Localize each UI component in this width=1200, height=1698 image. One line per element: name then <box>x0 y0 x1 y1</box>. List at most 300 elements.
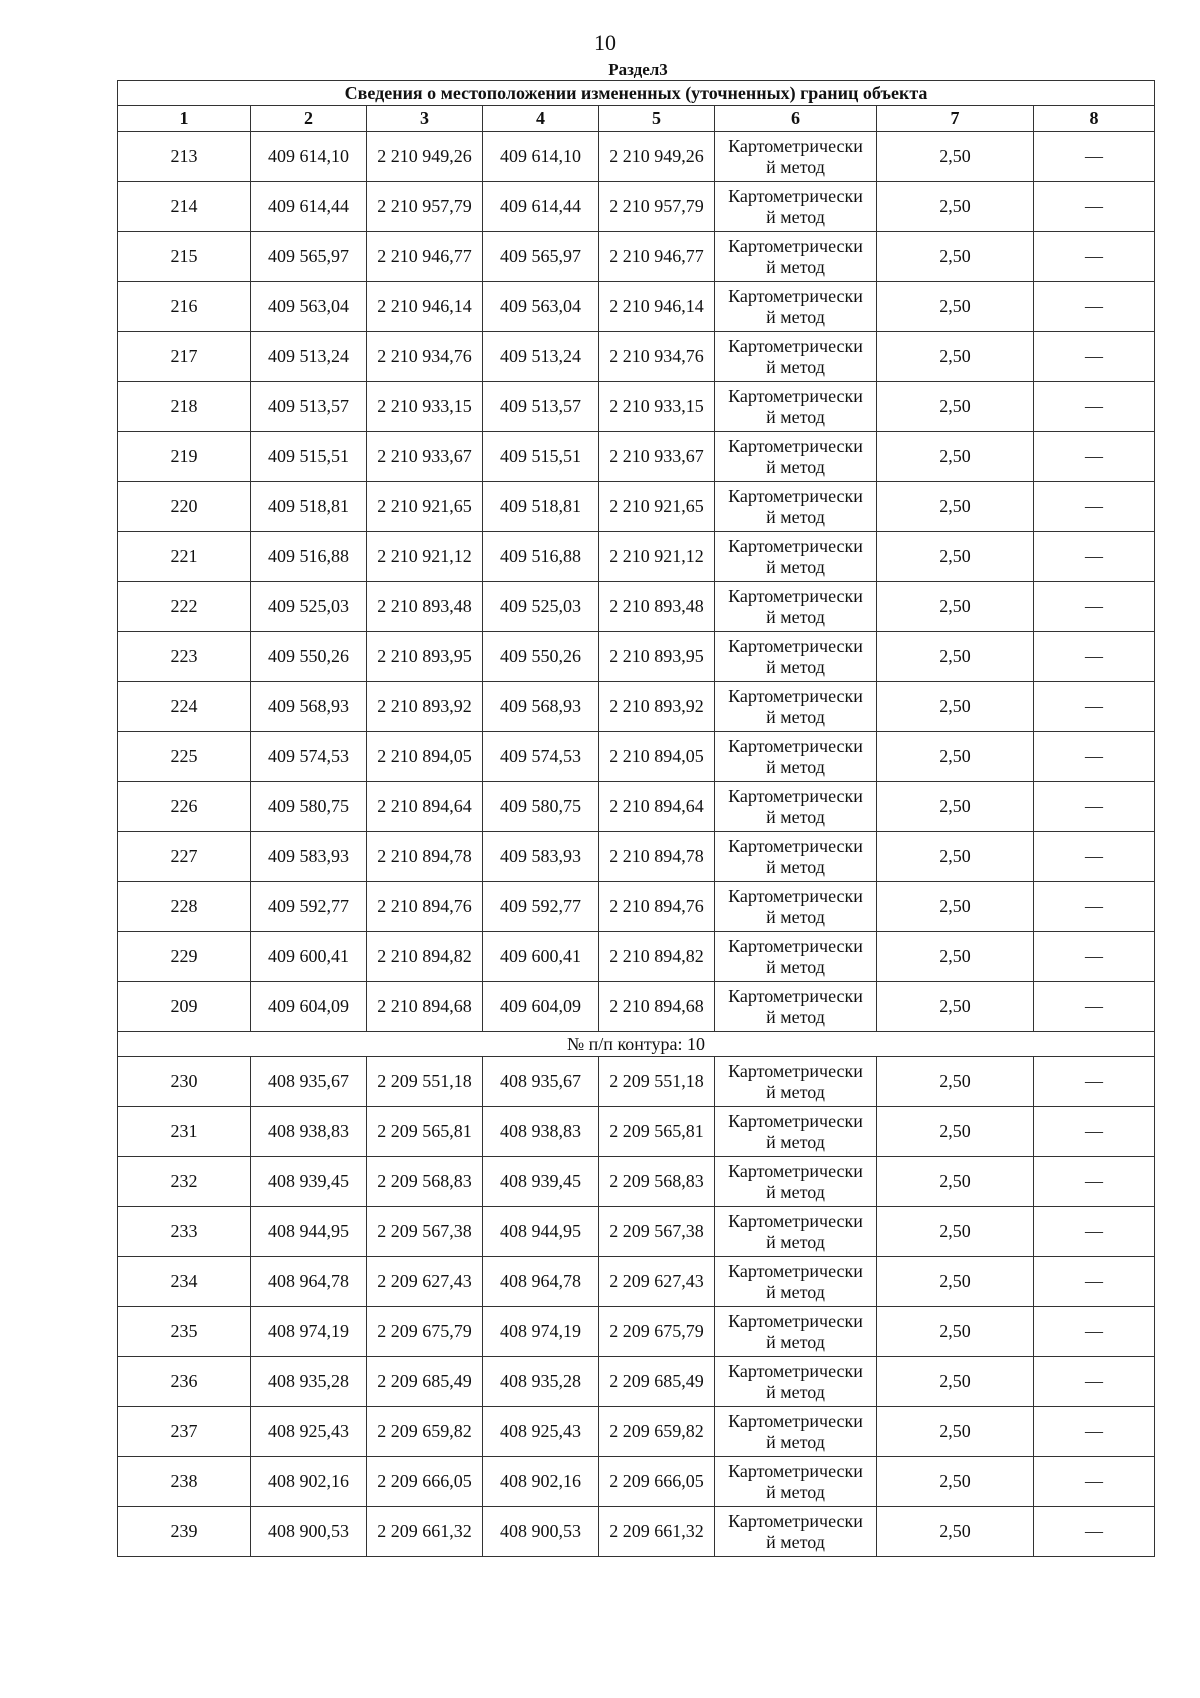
method-line2: й метод <box>766 456 825 477</box>
description-cell: — <box>1034 1307 1155 1357</box>
method-line1: Картометрически <box>728 135 863 156</box>
method-cell <box>715 232 877 282</box>
method-line2: й метод <box>766 956 825 977</box>
y-existing-cell: 2 209 627,43 <box>367 1257 483 1307</box>
table-row <box>118 382 1155 432</box>
y-new-cell: 2 210 894,68 <box>599 982 715 1032</box>
x-new-cell: 409 513,57 <box>483 382 599 432</box>
contour-label-row <box>118 1032 1155 1057</box>
point-number-cell: 215 <box>118 232 251 282</box>
x-existing-cell: 408 900,53 <box>251 1507 367 1557</box>
description-cell: — <box>1034 432 1155 482</box>
table-row <box>118 182 1155 232</box>
accuracy-cell: 2,50 <box>877 1057 1034 1107</box>
x-existing-cell: 409 565,97 <box>251 232 367 282</box>
table-row <box>118 982 1155 1032</box>
method-cell <box>715 1507 877 1557</box>
y-existing-cell: 2 209 567,38 <box>367 1207 483 1257</box>
method-line2: й метод <box>766 406 825 427</box>
method-line2: й метод <box>766 656 825 677</box>
x-existing-cell: 409 614,44 <box>251 182 367 232</box>
x-existing-cell: 409 513,24 <box>251 332 367 382</box>
method-cell <box>715 482 877 532</box>
method-cell <box>715 1357 877 1407</box>
method-line2: й метод <box>766 856 825 877</box>
y-new-cell: 2 209 685,49 <box>599 1357 715 1407</box>
x-new-cell: 409 565,97 <box>483 232 599 282</box>
method-cell <box>715 882 877 932</box>
column-number-6: 6 <box>715 106 877 132</box>
method-line2: й метод <box>766 1181 825 1202</box>
x-existing-cell: 408 964,78 <box>251 1257 367 1307</box>
x-new-cell: 409 513,24 <box>483 332 599 382</box>
description-cell: — <box>1034 1407 1155 1457</box>
accuracy-cell: 2,50 <box>877 182 1034 232</box>
accuracy-cell: 2,50 <box>877 332 1034 382</box>
point-number-cell: 224 <box>118 682 251 732</box>
x-existing-cell: 408 935,28 <box>251 1357 367 1407</box>
x-existing-cell: 409 563,04 <box>251 282 367 332</box>
x-new-cell: 409 518,81 <box>483 482 599 532</box>
description-cell: — <box>1034 732 1155 782</box>
accuracy-cell: 2,50 <box>877 882 1034 932</box>
method-line2: й метод <box>766 156 825 177</box>
table-row <box>118 1057 1155 1107</box>
method-line2: й метод <box>766 1281 825 1302</box>
method-cell <box>715 1307 877 1357</box>
y-existing-cell: 2 209 568,83 <box>367 1157 483 1207</box>
x-new-cell: 409 614,44 <box>483 182 599 232</box>
point-number-cell: 221 <box>118 532 251 582</box>
description-cell: — <box>1034 1357 1155 1407</box>
accuracy-cell: 2,50 <box>877 1157 1034 1207</box>
x-existing-cell: 408 974,19 <box>251 1307 367 1357</box>
description-cell: — <box>1034 1057 1155 1107</box>
method-line1: Картометрически <box>728 1360 863 1381</box>
y-existing-cell: 2 210 893,92 <box>367 682 483 732</box>
method-cell <box>715 532 877 582</box>
accuracy-cell: 2,50 <box>877 1107 1034 1157</box>
column-number-8: 8 <box>1034 106 1155 132</box>
accuracy-cell: 2,50 <box>877 432 1034 482</box>
y-existing-cell: 2 209 659,82 <box>367 1407 483 1457</box>
accuracy-cell: 2,50 <box>877 1307 1034 1357</box>
y-new-cell: 2 210 921,12 <box>599 532 715 582</box>
table-row <box>118 582 1155 632</box>
method-line2: й метод <box>766 1131 825 1152</box>
accuracy-cell: 2,50 <box>877 632 1034 682</box>
y-new-cell: 2 210 933,15 <box>599 382 715 432</box>
method-line1: Картометрически <box>728 785 863 806</box>
x-existing-cell: 409 574,53 <box>251 732 367 782</box>
x-new-cell: 408 974,19 <box>483 1307 599 1357</box>
method-cell <box>715 132 877 182</box>
y-new-cell: 2 210 957,79 <box>599 182 715 232</box>
description-cell: — <box>1034 682 1155 732</box>
x-new-cell: 409 515,51 <box>483 432 599 482</box>
point-number-cell: 220 <box>118 482 251 532</box>
x-new-cell: 408 925,43 <box>483 1407 599 1457</box>
x-existing-cell: 409 518,81 <box>251 482 367 532</box>
y-existing-cell: 2 210 921,65 <box>367 482 483 532</box>
point-number-cell: 237 <box>118 1407 251 1457</box>
accuracy-cell: 2,50 <box>877 382 1034 432</box>
y-existing-cell: 2 210 933,15 <box>367 382 483 432</box>
x-new-cell: 409 604,09 <box>483 982 599 1032</box>
x-new-cell: 408 935,28 <box>483 1357 599 1407</box>
point-number-cell: 230 <box>118 1057 251 1107</box>
accuracy-cell: 2,50 <box>877 582 1034 632</box>
y-new-cell: 2 210 893,92 <box>599 682 715 732</box>
method-cell <box>715 732 877 782</box>
y-new-cell: 2 210 893,48 <box>599 582 715 632</box>
section-title: Раздел3 <box>608 60 668 79</box>
x-existing-cell: 409 600,41 <box>251 932 367 982</box>
method-line2: й метод <box>766 706 825 727</box>
column-number-7: 7 <box>877 106 1034 132</box>
x-new-cell: 408 938,83 <box>483 1107 599 1157</box>
method-cell <box>715 782 877 832</box>
description-cell: — <box>1034 582 1155 632</box>
x-existing-cell: 408 935,67 <box>251 1057 367 1107</box>
table-row <box>118 1507 1155 1557</box>
description-cell: — <box>1034 1457 1155 1507</box>
method-cell <box>715 282 877 332</box>
method-line1: Картометрически <box>728 585 863 606</box>
description-cell: — <box>1034 882 1155 932</box>
column-number-4: 4 <box>483 106 599 132</box>
method-line2: й метод <box>766 756 825 777</box>
description-cell: — <box>1034 1207 1155 1257</box>
accuracy-cell: 2,50 <box>877 1407 1034 1457</box>
y-existing-cell: 2 210 933,67 <box>367 432 483 482</box>
accuracy-cell: 2,50 <box>877 132 1034 182</box>
accuracy-cell: 2,50 <box>877 1507 1034 1557</box>
point-number-cell: 233 <box>118 1207 251 1257</box>
y-existing-cell: 2 209 685,49 <box>367 1357 483 1407</box>
method-line2: й метод <box>766 1006 825 1027</box>
method-line1: Картометрически <box>728 1260 863 1281</box>
x-existing-cell: 408 938,83 <box>251 1107 367 1157</box>
method-line1: Картометрически <box>728 835 863 856</box>
accuracy-cell: 2,50 <box>877 682 1034 732</box>
table-row <box>118 1407 1155 1457</box>
table-row <box>118 932 1155 982</box>
y-existing-cell: 2 210 894,64 <box>367 782 483 832</box>
method-line1: Картометрически <box>728 935 863 956</box>
x-new-cell: 409 568,93 <box>483 682 599 732</box>
x-new-cell: 409 583,93 <box>483 832 599 882</box>
y-new-cell: 2 210 894,05 <box>599 732 715 782</box>
x-new-cell: 409 574,53 <box>483 732 599 782</box>
table-row <box>118 1207 1155 1257</box>
method-line1: Картометрически <box>728 485 863 506</box>
x-existing-cell: 409 550,26 <box>251 632 367 682</box>
table-row <box>118 432 1155 482</box>
y-existing-cell: 2 209 675,79 <box>367 1307 483 1357</box>
y-existing-cell: 2 209 661,32 <box>367 1507 483 1557</box>
method-line1: Картометрически <box>728 885 863 906</box>
description-cell: — <box>1034 482 1155 532</box>
table-body <box>118 132 1155 1557</box>
accuracy-cell: 2,50 <box>877 282 1034 332</box>
y-existing-cell: 2 210 894,82 <box>367 932 483 982</box>
y-existing-cell: 2 210 921,12 <box>367 532 483 582</box>
description-cell: — <box>1034 782 1155 832</box>
y-existing-cell: 2 210 946,14 <box>367 282 483 332</box>
description-cell: — <box>1034 1107 1155 1157</box>
table-row <box>118 1257 1155 1307</box>
method-line2: й метод <box>766 1531 825 1552</box>
table-row <box>118 282 1155 332</box>
table-caption: Сведения о местоположении измененных (уточненных) границ объекта <box>118 81 1155 106</box>
method-line1: Картометрически <box>728 735 863 756</box>
method-line2: й метод <box>766 1381 825 1402</box>
method-line1: Картометрически <box>728 235 863 256</box>
method-line2: й метод <box>766 556 825 577</box>
accuracy-cell: 2,50 <box>877 832 1034 882</box>
table-row <box>118 732 1155 782</box>
method-line2: й метод <box>766 1081 825 1102</box>
x-existing-cell: 409 516,88 <box>251 532 367 582</box>
method-cell <box>715 1057 877 1107</box>
table-row <box>118 1107 1155 1157</box>
x-new-cell: 408 939,45 <box>483 1157 599 1207</box>
table-row <box>118 682 1155 732</box>
method-line1: Картометрически <box>728 285 863 306</box>
y-new-cell: 2 209 568,83 <box>599 1157 715 1207</box>
method-line1: Картометрически <box>728 1160 863 1181</box>
method-cell <box>715 1107 877 1157</box>
method-line2: й метод <box>766 1331 825 1352</box>
table-row <box>118 482 1155 532</box>
point-number-cell: 218 <box>118 382 251 432</box>
point-number-cell: 232 <box>118 1157 251 1207</box>
method-cell <box>715 432 877 482</box>
method-line1: Картометрически <box>728 1460 863 1481</box>
x-new-cell: 409 580,75 <box>483 782 599 832</box>
table-row <box>118 532 1155 582</box>
method-cell <box>715 682 877 732</box>
point-number-cell: 231 <box>118 1107 251 1157</box>
method-line2: й метод <box>766 256 825 277</box>
accuracy-cell: 2,50 <box>877 232 1034 282</box>
y-new-cell: 2 209 551,18 <box>599 1057 715 1107</box>
method-line2: й метод <box>766 1481 825 1502</box>
description-cell: — <box>1034 282 1155 332</box>
description-cell: — <box>1034 182 1155 232</box>
y-new-cell: 2 210 934,76 <box>599 332 715 382</box>
method-line1: Картометрически <box>728 1060 863 1081</box>
method-line1: Картометрически <box>728 635 863 656</box>
y-new-cell: 2 209 659,82 <box>599 1407 715 1457</box>
method-line2: й метод <box>766 506 825 527</box>
description-cell: — <box>1034 382 1155 432</box>
x-existing-cell: 409 592,77 <box>251 882 367 932</box>
method-cell <box>715 932 877 982</box>
method-line1: Картометрически <box>728 335 863 356</box>
point-number-cell: 236 <box>118 1357 251 1407</box>
contour-label: № п/п контура: 10 <box>118 1032 1155 1057</box>
description-cell: — <box>1034 1157 1155 1207</box>
description-cell: — <box>1034 1257 1155 1307</box>
description-cell: — <box>1034 982 1155 1032</box>
point-number-cell: 228 <box>118 882 251 932</box>
method-cell <box>715 1207 877 1257</box>
point-number-cell: 217 <box>118 332 251 382</box>
column-number-2: 2 <box>251 106 367 132</box>
accuracy-cell: 2,50 <box>877 482 1034 532</box>
x-existing-cell: 408 944,95 <box>251 1207 367 1257</box>
description-cell: — <box>1034 232 1155 282</box>
description-cell: — <box>1034 132 1155 182</box>
x-new-cell: 408 902,16 <box>483 1457 599 1507</box>
accuracy-cell: 2,50 <box>877 1457 1034 1507</box>
method-line1: Картометрически <box>728 1210 863 1231</box>
method-line1: Картометрически <box>728 385 863 406</box>
y-new-cell: 2 209 565,81 <box>599 1107 715 1157</box>
point-number-cell: 209 <box>118 982 251 1032</box>
point-number-cell: 225 <box>118 732 251 782</box>
method-cell <box>715 632 877 682</box>
method-line1: Картометрически <box>728 1110 863 1131</box>
method-line2: й метод <box>766 1231 825 1252</box>
x-new-cell: 409 614,10 <box>483 132 599 182</box>
y-existing-cell: 2 210 949,26 <box>367 132 483 182</box>
x-existing-cell: 409 525,03 <box>251 582 367 632</box>
page-number: 10 <box>594 30 616 55</box>
table-caption-row <box>118 81 1155 106</box>
table-row <box>118 1357 1155 1407</box>
method-line1: Картометрически <box>728 435 863 456</box>
method-line2: й метод <box>766 606 825 627</box>
method-cell <box>715 582 877 632</box>
x-new-cell: 408 964,78 <box>483 1257 599 1307</box>
x-new-cell: 408 900,53 <box>483 1507 599 1557</box>
y-new-cell: 2 210 894,64 <box>599 782 715 832</box>
x-new-cell: 408 935,67 <box>483 1057 599 1107</box>
y-new-cell: 2 210 946,77 <box>599 232 715 282</box>
table-row <box>118 1457 1155 1507</box>
method-cell <box>715 182 877 232</box>
point-number-cell: 214 <box>118 182 251 232</box>
y-existing-cell: 2 210 893,95 <box>367 632 483 682</box>
y-existing-cell: 2 210 957,79 <box>367 182 483 232</box>
description-cell: — <box>1034 932 1155 982</box>
x-existing-cell: 409 513,57 <box>251 382 367 432</box>
x-existing-cell: 409 614,10 <box>251 132 367 182</box>
x-new-cell: 409 563,04 <box>483 282 599 332</box>
table-row <box>118 632 1155 682</box>
table-row <box>118 782 1155 832</box>
x-existing-cell: 408 939,45 <box>251 1157 367 1207</box>
table-row <box>118 232 1155 282</box>
y-existing-cell: 2 209 565,81 <box>367 1107 483 1157</box>
description-cell: — <box>1034 632 1155 682</box>
point-number-cell: 213 <box>118 132 251 182</box>
y-existing-cell: 2 209 551,18 <box>367 1057 483 1107</box>
method-line1: Картометрически <box>728 685 863 706</box>
point-number-cell: 238 <box>118 1457 251 1507</box>
accuracy-cell: 2,50 <box>877 1207 1034 1257</box>
table-row <box>118 332 1155 382</box>
accuracy-cell: 2,50 <box>877 532 1034 582</box>
x-existing-cell: 409 515,51 <box>251 432 367 482</box>
description-cell: — <box>1034 332 1155 382</box>
x-existing-cell: 408 925,43 <box>251 1407 367 1457</box>
y-new-cell: 2 210 894,78 <box>599 832 715 882</box>
x-new-cell: 409 516,88 <box>483 532 599 582</box>
point-number-cell: 223 <box>118 632 251 682</box>
x-existing-cell: 409 580,75 <box>251 782 367 832</box>
y-new-cell: 2 209 666,05 <box>599 1457 715 1507</box>
column-number-1: 1 <box>118 106 251 132</box>
y-new-cell: 2 209 567,38 <box>599 1207 715 1257</box>
y-new-cell: 2 210 894,76 <box>599 882 715 932</box>
point-number-cell: 239 <box>118 1507 251 1557</box>
y-new-cell: 2 210 893,95 <box>599 632 715 682</box>
x-new-cell: 409 600,41 <box>483 932 599 982</box>
point-number-cell: 226 <box>118 782 251 832</box>
method-line2: й метод <box>766 356 825 377</box>
x-new-cell: 408 944,95 <box>483 1207 599 1257</box>
coordinates-table <box>117 80 1155 1557</box>
method-line2: й метод <box>766 906 825 927</box>
method-line1: Картометрически <box>728 1310 863 1331</box>
description-cell: — <box>1034 832 1155 882</box>
x-existing-cell: 409 583,93 <box>251 832 367 882</box>
y-existing-cell: 2 210 934,76 <box>367 332 483 382</box>
y-new-cell: 2 210 946,14 <box>599 282 715 332</box>
x-new-cell: 409 592,77 <box>483 882 599 932</box>
y-existing-cell: 2 210 893,48 <box>367 582 483 632</box>
y-new-cell: 2 210 921,65 <box>599 482 715 532</box>
accuracy-cell: 2,50 <box>877 732 1034 782</box>
accuracy-cell: 2,50 <box>877 982 1034 1032</box>
method-line1: Картометрически <box>728 185 863 206</box>
point-number-cell: 227 <box>118 832 251 882</box>
y-existing-cell: 2 210 894,05 <box>367 732 483 782</box>
y-new-cell: 2 209 661,32 <box>599 1507 715 1557</box>
method-line1: Картометрически <box>728 535 863 556</box>
method-cell <box>715 332 877 382</box>
accuracy-cell: 2,50 <box>877 782 1034 832</box>
y-new-cell: 2 209 627,43 <box>599 1257 715 1307</box>
method-cell <box>715 1407 877 1457</box>
method-line2: й метод <box>766 206 825 227</box>
description-cell: — <box>1034 1507 1155 1557</box>
x-existing-cell: 409 568,93 <box>251 682 367 732</box>
point-number-cell: 219 <box>118 432 251 482</box>
x-existing-cell: 408 902,16 <box>251 1457 367 1507</box>
point-number-cell: 222 <box>118 582 251 632</box>
y-new-cell: 2 209 675,79 <box>599 1307 715 1357</box>
method-line2: й метод <box>766 806 825 827</box>
y-new-cell: 2 210 933,67 <box>599 432 715 482</box>
method-line1: Картометрически <box>728 1410 863 1431</box>
x-existing-cell: 409 604,09 <box>251 982 367 1032</box>
y-new-cell: 2 210 894,82 <box>599 932 715 982</box>
method-cell <box>715 1257 877 1307</box>
accuracy-cell: 2,50 <box>877 1357 1034 1407</box>
method-cell <box>715 1457 877 1507</box>
method-line2: й метод <box>766 1431 825 1452</box>
accuracy-cell: 2,50 <box>877 932 1034 982</box>
table-row <box>118 132 1155 182</box>
y-existing-cell: 2 210 894,68 <box>367 982 483 1032</box>
table-row <box>118 1307 1155 1357</box>
table-row <box>118 882 1155 932</box>
